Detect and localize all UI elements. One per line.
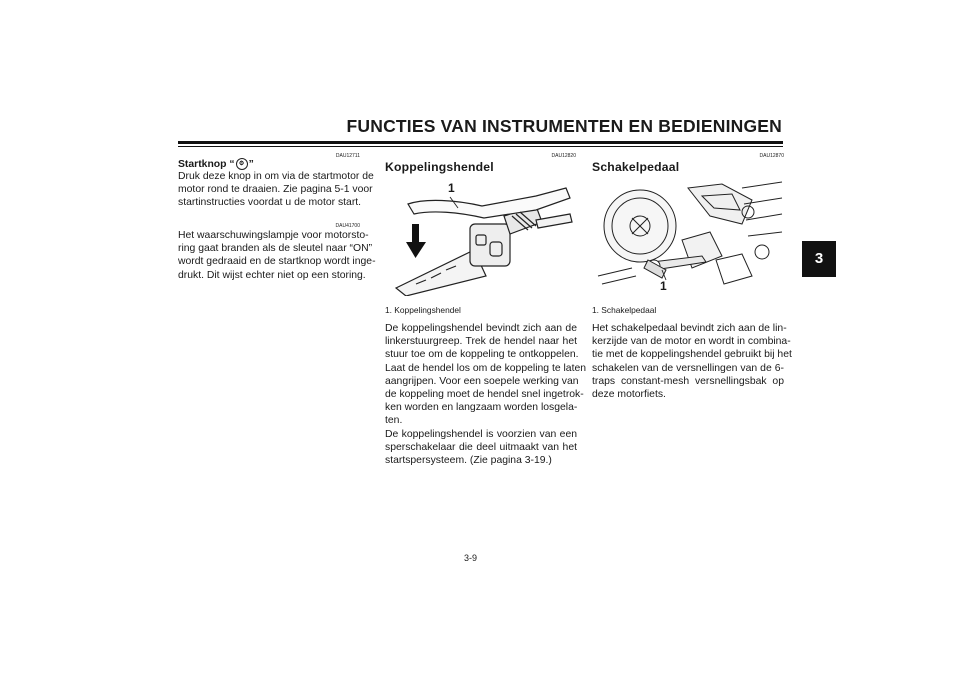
text-line: traps constant-mesh versnellingsbak op bbox=[592, 375, 784, 387]
text-line: ten. bbox=[385, 415, 403, 427]
section-code: DAU12820 bbox=[551, 153, 576, 159]
text-line: stuur toe om de koppeling te ontkoppelen. bbox=[385, 349, 579, 361]
text-line: aangrijpen. Voor een soepele werking van bbox=[385, 375, 579, 387]
chapter-tab[interactable]: 3 bbox=[802, 241, 836, 277]
figure-caption: 1. Schakelpedaal bbox=[592, 305, 657, 315]
text-line: drukt. Dit wijst echter niet op een storing. bbox=[178, 269, 366, 281]
startknop-paragraph bbox=[178, 170, 374, 210]
text-line: motor rond te draaien. Zie pagina 5-1 voor bbox=[178, 184, 373, 196]
page-number: 3-9 bbox=[464, 553, 478, 563]
text-line: ken worden en langzaam worden losgela- bbox=[385, 402, 578, 414]
pull-direction-arrow bbox=[406, 224, 426, 258]
text-line: ring gaat branden als de sleutel naar “ON” bbox=[178, 243, 373, 255]
header-rule-thin bbox=[178, 146, 783, 147]
section-code: DAU41700 bbox=[335, 223, 360, 229]
clutch-lever-figure bbox=[386, 180, 576, 296]
schakelpedaal-heading: Schakelpedaal bbox=[592, 160, 680, 174]
start-button-icon: ⚙ bbox=[236, 158, 248, 170]
text-line: De koppelingshendel is voorzien van een bbox=[385, 428, 577, 440]
section-code: DAU12711 bbox=[335, 153, 360, 159]
text-line: wordt gedraaid en de startknop wordt inge- bbox=[178, 256, 376, 268]
koppelingshendel-heading: Koppelingshendel bbox=[385, 160, 494, 174]
subheading-prefix: Startknop “ bbox=[178, 158, 235, 170]
text-line: De koppelingshendel bevindt zich aan de bbox=[385, 323, 577, 334]
text-line: Het schakelpedaal bevindt zich aan de lin- bbox=[592, 323, 787, 334]
shift-pedal-illustration bbox=[592, 180, 784, 296]
text-line: tie met de koppelingshendel gebruikt bij het bbox=[592, 349, 792, 361]
text-line: sperschakelaar die deel uitmaakt van het bbox=[385, 441, 577, 453]
figure-callout-number: 1 bbox=[448, 181, 455, 195]
text-line: startinstructies voordat u de motor start. bbox=[178, 197, 362, 209]
text-line: kerzijde van de motor en wordt in combina- bbox=[592, 336, 791, 348]
subheading-suffix: ” bbox=[248, 158, 254, 170]
header-rule bbox=[178, 141, 783, 144]
shift-pedal-figure bbox=[592, 180, 784, 296]
figure-callout-number: 1 bbox=[660, 279, 667, 293]
startknop-subheading bbox=[178, 158, 254, 170]
koppelingshendel-paragraph bbox=[385, 322, 587, 467]
text-line: Laat de hendel los om de koppeling te laten bbox=[385, 362, 587, 374]
clutch-lever-illustration bbox=[386, 180, 576, 296]
text-line: startspersysteem. (Zie pagina 3-19.) bbox=[385, 455, 552, 467]
text-line: Het waarschuwingslampje voor motorsto- bbox=[178, 230, 369, 241]
section-code: DAU12870 bbox=[759, 153, 784, 159]
text-line: de koppeling moet de hendel snel ingetrok- bbox=[385, 389, 584, 401]
text-line: linkerstuurgreep. Trek de hendel naar het bbox=[385, 336, 577, 348]
text-line: deze motorfiets. bbox=[592, 389, 666, 401]
schakelpedaal-paragraph bbox=[592, 322, 792, 401]
page-header-title: FUNCTIES VAN INSTRUMENTEN EN BEDIENINGEN bbox=[346, 116, 782, 136]
text-line: schakelen van de versnellingen van de 6- bbox=[592, 362, 784, 374]
warning-paragraph bbox=[178, 229, 376, 282]
figure-caption: 1. Koppelingshendel bbox=[385, 305, 461, 315]
text-line: Druk deze knop in om via de startmotor de bbox=[178, 171, 374, 182]
